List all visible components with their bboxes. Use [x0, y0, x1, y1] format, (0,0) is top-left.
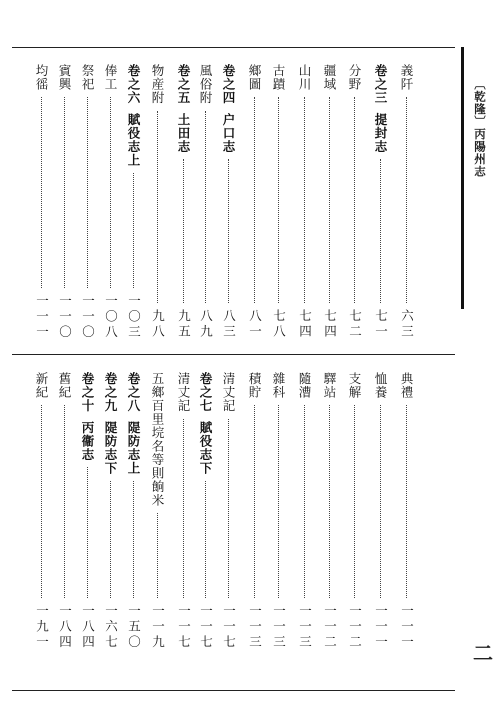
bottom-border-line	[12, 690, 455, 691]
entry-label: 均徭	[34, 64, 49, 91]
middle-border-line	[12, 354, 455, 355]
toc-entry	[297, 372, 312, 650]
dot-leader	[254, 405, 255, 598]
toc-entry	[297, 64, 312, 340]
toc-entry	[271, 372, 286, 650]
dot-leader	[41, 405, 42, 598]
dot-leader	[354, 405, 355, 598]
entry-label: 支解	[347, 372, 362, 399]
dot-leader	[329, 405, 330, 598]
dot-leader	[64, 97, 65, 288]
dot-leader	[183, 159, 184, 303]
dot-leader	[110, 481, 111, 598]
entry-page-number: 七二	[347, 309, 363, 340]
toc-entry	[198, 64, 213, 340]
volume-subtitle: 户口志	[221, 112, 236, 153]
entry-page-number: 一一二	[322, 603, 338, 650]
volume-label: 卷之八	[126, 372, 141, 413]
entry-page-number: 一一三	[271, 603, 287, 650]
entry-label: 風俗附	[198, 64, 213, 105]
book-side-title: 〔乾隆〕丙陽州志	[473, 78, 487, 178]
dot-leader	[228, 419, 229, 598]
toc-entry	[373, 64, 388, 340]
toc-entry	[103, 64, 118, 340]
volume-label: 卷之五	[176, 64, 191, 105]
volume-subtitle: 土田志	[176, 112, 191, 153]
dot-leader	[41, 97, 42, 288]
volume-subtitle: 提封志	[373, 112, 388, 153]
entry-page-number: 一一七	[176, 603, 192, 650]
dot-leader	[205, 111, 206, 304]
dot-leader	[87, 467, 88, 598]
entry-label: 物産附	[150, 64, 165, 105]
entry-label: 義阡	[399, 64, 414, 91]
toc-entry	[399, 372, 414, 650]
dot-leader	[133, 481, 134, 598]
toc-entry	[103, 372, 118, 650]
volume-label: 卷之九	[103, 372, 118, 413]
entry-label: 山川	[297, 64, 312, 91]
dot-leader	[380, 159, 381, 303]
entry-page-number: 一一三	[247, 603, 263, 650]
dot-leader	[133, 173, 134, 288]
entry-page-number: 一八四	[57, 603, 73, 650]
volume-subtitle: 賦役志下	[198, 420, 213, 475]
entry-page-number: 八九	[198, 309, 214, 340]
entry-page-number: 七四	[297, 309, 313, 340]
entry-label: 驛站	[322, 372, 337, 399]
toc-entry	[322, 372, 337, 650]
dot-leader	[406, 97, 407, 303]
dot-leader	[110, 97, 111, 288]
entry-page-number: 七四	[322, 309, 338, 340]
entry-page-number: 七八	[271, 309, 287, 340]
volume-label: 卷之十	[80, 372, 95, 413]
top-border-line	[12, 47, 455, 48]
volume-label: 卷之三	[373, 64, 388, 105]
toc-entry	[221, 64, 236, 340]
entry-page-number: 一一〇	[57, 293, 73, 340]
dot-leader	[205, 481, 206, 598]
volume-subtitle: 隄防志上	[126, 420, 141, 475]
dot-leader	[304, 97, 305, 303]
volume-subtitle: 賦役志上	[126, 112, 141, 167]
dot-leader	[228, 159, 229, 303]
toc-entry	[126, 64, 141, 340]
entry-page-number: 一九一	[34, 603, 50, 650]
toc-entry	[176, 372, 191, 650]
toc-entry	[126, 372, 141, 650]
dot-leader	[354, 97, 355, 303]
entry-label: 舊紀	[57, 372, 72, 399]
toc-entry	[399, 64, 414, 340]
toc-entry	[176, 64, 191, 340]
entry-label: 典禮	[399, 372, 414, 399]
dot-leader	[278, 405, 279, 598]
entry-label: 隨漕	[297, 372, 312, 399]
dot-leader	[304, 405, 305, 598]
entry-label: 清丈記	[221, 372, 236, 413]
entry-page-number: 一一七	[221, 603, 237, 650]
volume-label: 卷之七	[198, 372, 213, 413]
toc-entry	[57, 64, 72, 340]
dot-leader	[157, 111, 158, 304]
toc-entry	[34, 64, 49, 340]
dot-leader	[329, 97, 330, 303]
entry-label: 古蹟	[271, 64, 286, 91]
entry-page-number: 八一	[247, 309, 263, 340]
entry-page-number: 一一七	[198, 603, 214, 650]
entry-label: 清丈記	[176, 372, 191, 413]
entry-page-number: 九八	[150, 309, 166, 340]
entry-label: 積貯	[247, 372, 262, 399]
toc-entry	[150, 64, 165, 340]
dot-leader	[157, 513, 158, 598]
toc-entry	[80, 372, 95, 650]
volume-subtitle: 隄防志下	[103, 420, 118, 475]
entry-page-number: 一八四	[80, 603, 96, 650]
entry-label: 俸工	[103, 64, 118, 91]
entry-page-number: 九五	[176, 309, 192, 340]
dot-leader	[254, 97, 255, 303]
entry-page-number: 一一一	[399, 603, 415, 650]
entry-page-number: 一五〇	[126, 603, 142, 650]
toc-entry	[347, 372, 362, 650]
volume-label: 卷之六	[126, 64, 141, 105]
toc-entry	[373, 372, 388, 650]
dot-leader	[380, 405, 381, 598]
entry-label: 雜科	[271, 372, 286, 399]
entry-label: 五鄉百里垸名等則餉米	[150, 372, 165, 507]
toc-entry	[247, 372, 262, 650]
toc-entry	[57, 372, 72, 650]
entry-page-number: 一一九	[150, 603, 166, 650]
entry-page-number: 六三	[399, 309, 415, 340]
entry-page-number: 一一一	[373, 603, 389, 650]
entry-label: 分野	[347, 64, 362, 91]
dot-leader	[87, 97, 88, 288]
volume-label: 卷之四	[221, 64, 236, 105]
page-number: 二	[473, 641, 493, 665]
entry-label: 祭祀	[80, 64, 95, 91]
entry-page-number: 一一三	[297, 603, 313, 650]
entry-page-number: 七一	[373, 309, 389, 340]
toc-entry	[347, 64, 362, 340]
entry-label: 新紀	[34, 372, 49, 399]
toc-entry	[247, 64, 262, 340]
toc-entry	[150, 372, 165, 650]
entry-label: 恤養	[373, 372, 388, 399]
dot-leader	[406, 405, 407, 598]
entry-page-number: 一一二	[347, 603, 363, 650]
toc-entry	[322, 64, 337, 340]
toc-entry	[221, 372, 236, 650]
entry-page-number: 一〇八	[103, 293, 119, 340]
spine-rule	[461, 47, 464, 309]
entry-page-number: 一一〇	[80, 293, 96, 340]
entry-label: 鄉圖	[247, 64, 262, 91]
dot-leader	[64, 405, 65, 598]
toc-entry	[271, 64, 286, 340]
entry-page-number: 一一一	[34, 293, 50, 340]
entry-label: 疆域	[322, 64, 337, 91]
volume-subtitle: 丙衞志	[80, 420, 95, 461]
dot-leader	[183, 419, 184, 598]
entry-page-number: 八三	[221, 309, 237, 340]
entry-label: 賓興	[57, 64, 72, 91]
toc-entry	[34, 372, 49, 650]
toc-entry	[198, 372, 213, 650]
dot-leader	[278, 97, 279, 303]
entry-page-number: 一六七	[103, 603, 119, 650]
entry-page-number: 一〇三	[126, 293, 142, 340]
toc-entry	[80, 64, 95, 340]
